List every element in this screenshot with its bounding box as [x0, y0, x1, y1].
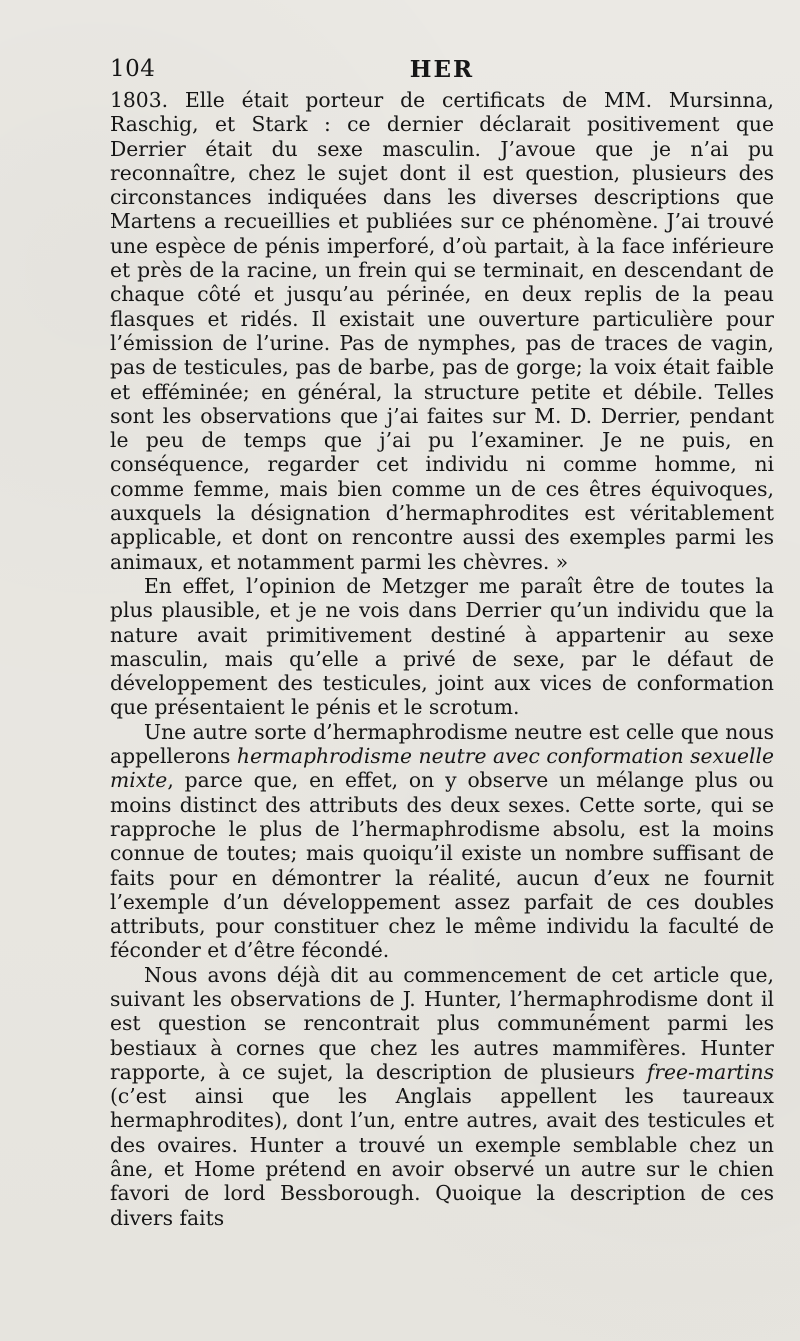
text-segment: En effet, l’opinion de Metzger me paraît être de toutes la plus plausible, et je ne vois dans Derrier qu’un individu que la nature avait primitivement destiné à appartenir au sexe masculin, mais qu’elle a privé de sexe, par le défaut de développement des testicules, joint aux vices de conformation que présentaient le pénis et le scrotum. — [110, 573, 774, 720]
text-segment: , parce que, en effet, on y observe un mélange plus ou moins distinct des attributs des deux sexes. Cette sorte, qui se rapproche le plus de l’hermaphrodisme absolu, est la moins connue de toutes; mais quoiqu’il existe un nombre suffisant de faits pour en démontrer la réalité, aucun d’eux ne fournit l’exemple d’un développement assez parfait de ces doubles attributs, pour constituer chez le même individu la faculté de féconder et d’être fécondé. — [110, 768, 774, 963]
text-segment: Une autre sorte d’hermaphrodisme neutre est celle que nous appellerons — [110, 719, 774, 769]
text-segment: (c’est ainsi que les Anglais appellent les taureaux hermaphrodites), dont l’un, entre autres, avait des testicules et des ovaires. Hunter a trouvé un exemple semblable chez un âne, et Home prétend en avoir observé un autre sur le chien favori de lord Bessborough. Quoique la description de ces divers faits — [110, 1084, 774, 1230]
page-header — [110, 56, 774, 86]
page-number: 104 — [110, 56, 156, 82]
text-segment: 1803. Elle était porteur de certificats de MM. Mursinna, Raschig, et Stark : ce dernier déclarait positivement que Derrier était du sexe masculin. J’avoue que je n’ai pu reconnaître, chez le sujet dont il est question, plusieurs des circonstances indiquées dans les diverses descriptions que Martens a recueillies et publiées sur ce phénomène. J’ai trouvé une espèce de pénis imperforé, d’où partait, à la face inférieure et près de la racine, un frein qui se terminait, en descendant de chaque côté et jusqu’au périnée, en deux replis de la peau flasques et ridés. Il existait une ouverture particulière pour l’émission de l’urine. Pas de nymphes, pas de traces de vagin, pas de testicules, pas de barbe, pas de gorge; la voix était faible et efféminée; en général, la structure petite et débile. Telles sont les observations que j’ai faites sur M. D. Derrier, pendant le peu de temps que j’ai pu l’examiner. Je ne puis, en conséquence, regarder cet individu ni comme homme, ni comme femme, mais bien comme un de ces êtres équivoques, auxquels la désignation d’hermaphrodites est véritablement applicable, et dont on rencontre aussi des exemples parmi les animaux, et notamment parmi les chèvres. » — [110, 88, 774, 574]
italic-text: hermaphrodisme neutre avec conformation sexuelle mixte — [110, 744, 774, 793]
paragraph — [110, 720, 774, 963]
paragraph — [110, 88, 774, 574]
running-head: HER — [409, 56, 475, 83]
paragraph — [110, 574, 774, 720]
italic-text: free-martins — [646, 1059, 774, 1084]
text-segment: Nous avons déjà dit au commencement de cet article que, suivant les observations de J. Hunter, l’hermaphrodisme dont il est question se rencontrait plus communément parmi les bestiaux à cornes que chez les autres mammifères. Hunter rapporte, à ce sujet, la description de plusieurs — [110, 962, 774, 1084]
paragraph — [110, 963, 774, 1230]
body-text — [110, 88, 774, 1230]
